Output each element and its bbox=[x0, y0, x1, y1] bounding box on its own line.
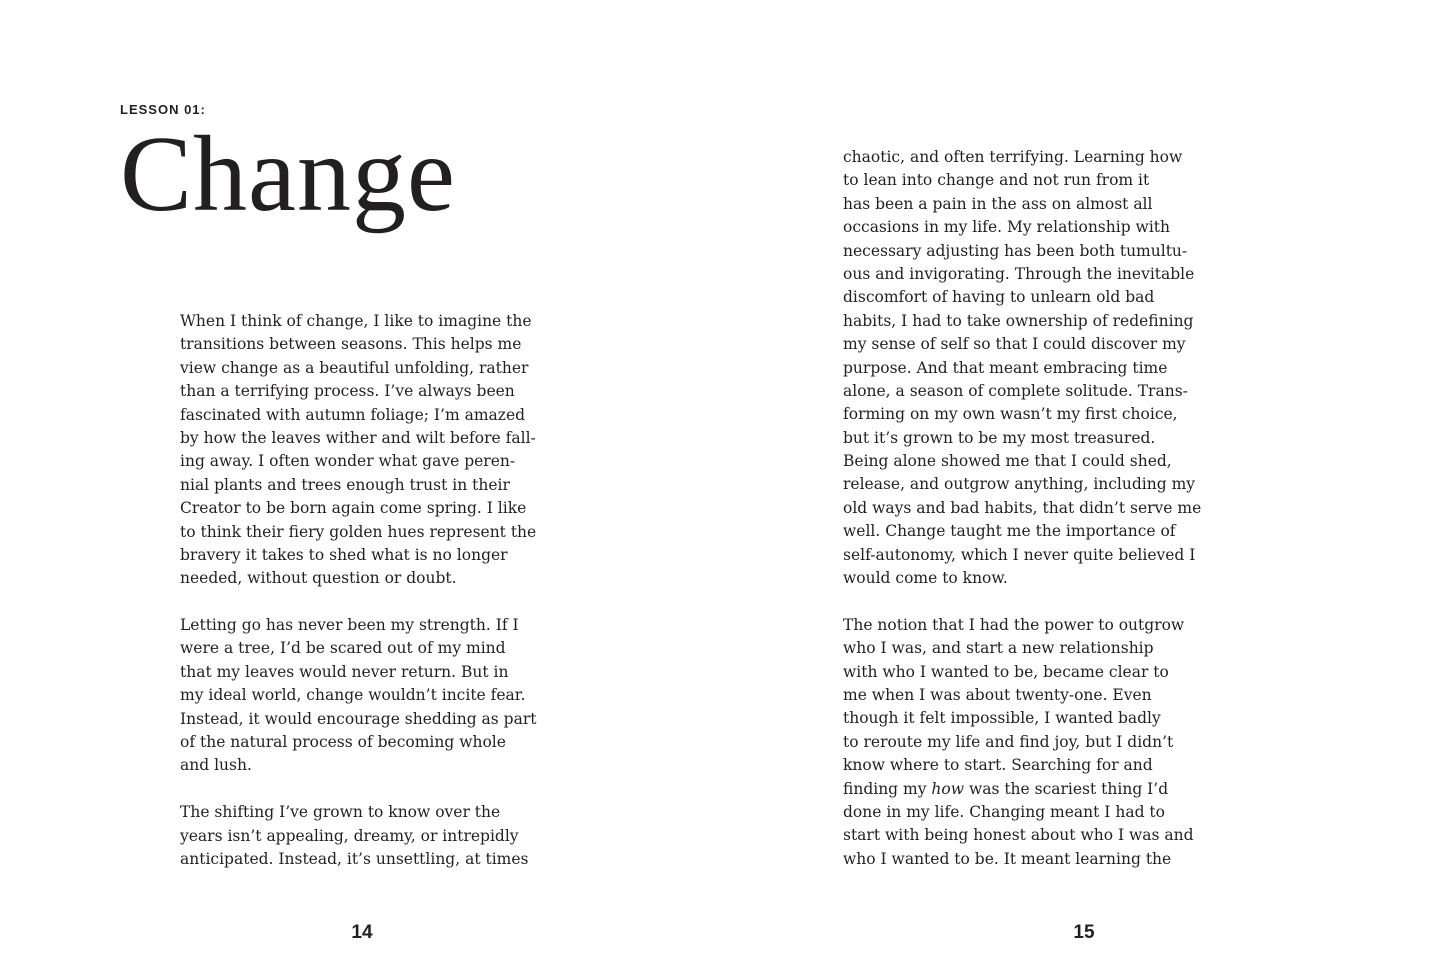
text-line: self-autonomy, which I never quite believed I bbox=[843, 545, 1196, 564]
left-body-text bbox=[180, 310, 536, 895]
paragraph bbox=[180, 614, 536, 778]
text-line: were a tree, I’d be scared out of my mind bbox=[180, 639, 506, 658]
text-line: Instead, it would encourage shedding as part bbox=[180, 709, 537, 728]
text-line: view change as a beautiful unfolding, rather bbox=[180, 358, 529, 377]
text-line: purpose. And that meant embracing time bbox=[843, 358, 1168, 377]
page-number: 15 bbox=[1073, 922, 1095, 943]
text-line: occasions in my life. My relationship with bbox=[843, 218, 1170, 237]
text-line: to think their fiery golden hues represent the bbox=[180, 522, 537, 541]
text-line: chaotic, and often terrifying. Learning how bbox=[843, 148, 1183, 166]
text-line: who I was, and start a new relationship bbox=[843, 639, 1154, 658]
text-line: alone, a season of complete solitude. Trans- bbox=[843, 381, 1188, 400]
right-body-text bbox=[843, 146, 1201, 895]
text-line: ous and invigorating. Through the inevitable bbox=[843, 264, 1195, 283]
text-line: Creator to be born again come spring. I like bbox=[180, 499, 527, 518]
text-line: has been a pain in the ass on almost all bbox=[843, 194, 1153, 213]
text-line: Letting go has never been my strength. If I bbox=[180, 616, 519, 635]
paragraph bbox=[843, 614, 1201, 871]
text-line: of the natural process of becoming whole bbox=[180, 733, 506, 752]
text-line: than a terrifying process. I’ve always been bbox=[180, 382, 515, 401]
text-line: well. Change taught me the importance of bbox=[843, 522, 1176, 541]
text-line: my ideal world, change wouldn’t incite fear. bbox=[180, 686, 526, 705]
line-text-after: was the scariest thing I’d bbox=[964, 779, 1169, 798]
text-line: done in my life. Changing meant I had to bbox=[843, 802, 1165, 821]
text-line: that my leaves would never return. But in bbox=[180, 662, 509, 681]
text-line: to reroute my life and find joy, but I didn’t bbox=[843, 732, 1174, 751]
text-line: though it felt impossible, I wanted badly bbox=[843, 709, 1161, 728]
text-line: Being alone showed me that I could shed, bbox=[843, 452, 1172, 471]
text-line: needed, without question or doubt. bbox=[180, 569, 457, 588]
text-line: nial plants and trees enough trust in their bbox=[180, 475, 510, 494]
line-text-before: finding my bbox=[843, 779, 932, 798]
paragraph bbox=[180, 801, 536, 871]
text-line: The notion that I had the power to outgrow bbox=[843, 615, 1185, 634]
text-line: who I wanted to be. It meant learning the bbox=[843, 849, 1172, 868]
text-line: old ways and bad habits, that didn’t serve me bbox=[843, 498, 1202, 517]
text-line: ing away. I often wonder what gave peren- bbox=[180, 452, 516, 471]
text-line: would come to know. bbox=[843, 569, 1008, 588]
left-page bbox=[0, 0, 722, 964]
paragraph bbox=[180, 310, 536, 591]
text-line: know where to start. Searching for and bbox=[843, 756, 1153, 775]
text-line: When I think of change, I like to imagine the bbox=[180, 312, 532, 330]
text-line: habits, I had to take ownership of redefining bbox=[843, 311, 1194, 330]
right-page bbox=[722, 0, 1444, 964]
text-line: transitions between seasons. This helps me bbox=[180, 335, 522, 354]
text-line: fascinated with autumn foliage; I’m amazed bbox=[180, 405, 526, 424]
paragraph bbox=[843, 146, 1201, 590]
chapter-title: Change bbox=[120, 115, 456, 234]
text-line: release, and outgrow anything, including my bbox=[843, 475, 1196, 494]
text-line: anticipated. Instead, it’s unsettling, at times bbox=[180, 849, 529, 868]
text-line: start with being honest about who I was and bbox=[843, 826, 1194, 845]
text-line: to lean into change and not run from it bbox=[843, 171, 1150, 190]
italic-word: how bbox=[931, 779, 965, 798]
text-line: with who I wanted to be, became clear to bbox=[843, 662, 1169, 681]
text-line: forming on my own wasn’t my first choice, bbox=[843, 405, 1178, 424]
text-line: necessary adjusting has been both tumultu- bbox=[843, 241, 1188, 260]
lesson-label: LESSON 01: bbox=[120, 102, 206, 117]
text-line: bravery it takes to shed what is no longer bbox=[180, 545, 508, 564]
page-number: 14 bbox=[351, 922, 373, 943]
text-line: me when I was about twenty-one. Even bbox=[843, 685, 1152, 704]
text-line: by how the leaves wither and wilt before fall- bbox=[180, 428, 536, 447]
emphasis-line bbox=[843, 778, 1201, 801]
text-line: discomfort of having to unlearn old bad bbox=[843, 288, 1155, 307]
text-line: and lush. bbox=[180, 756, 252, 775]
text-line: my sense of self so that I could discover my bbox=[843, 335, 1186, 354]
text-line: but it’s grown to be my most treasured. bbox=[843, 428, 1156, 447]
text-line: The shifting I’ve grown to know over the bbox=[180, 803, 501, 822]
text-line: years isn’t appealing, dreamy, or intrepidly bbox=[180, 826, 519, 845]
